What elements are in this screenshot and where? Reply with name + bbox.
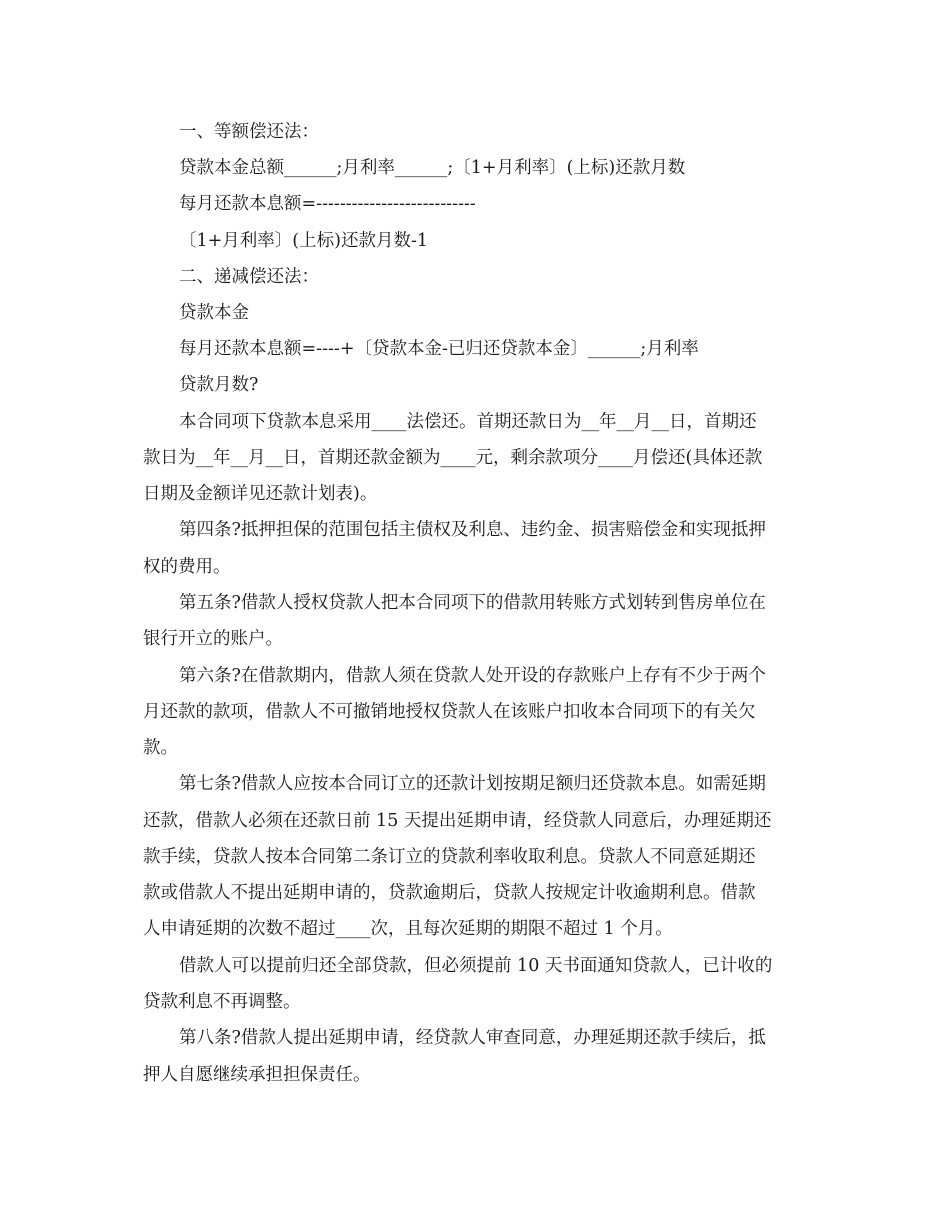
article-7-line: 还款，借款人必须在还款日前 15 天提出延期申请，经贷款人同意后，办理延期还	[143, 811, 772, 831]
paragraph-line: 日期及金额详见还款计划表)。	[143, 484, 378, 504]
formula-line: 贷款本金	[179, 303, 249, 323]
article-6-line: 月还款的款项，借款人不可撤销地授权贷款人在该账户扣收本合同项下的有关欠	[143, 702, 756, 722]
article-7-line: 款手续，贷款人按本合同第二条订立的贷款利率收取利息。贷款人不同意延期还	[143, 847, 756, 867]
article-6-line: 款。	[143, 738, 178, 758]
prepayment-line: 贷款利息不再调整。	[143, 992, 301, 1012]
article-8-line: 押人自愿继续承担担保责任。	[143, 1065, 371, 1085]
article-4-line: 权的费用。	[143, 557, 231, 577]
article-8-line: 第八条?借款人提出延期申请，经贷款人审查同意，办理延期还款手续后，抵	[179, 1028, 766, 1048]
article-5-line: 银行开立的账户。	[143, 629, 283, 649]
article-4-line: 第四条?抵押担保的范围包括主债权及利息、违约金、损害赔偿金和实现抵押	[179, 520, 766, 540]
article-6-line: 第六条?在借款期内，借款人须在贷款人处开设的存款账户上存有不少于两个	[179, 666, 766, 686]
article-7-line: 人申请延期的次数不超过____次，且每次延期的期限不超过 1 个月。	[143, 919, 673, 939]
formula-line: 每月还款本息额=----+〔贷款本金-已归还贷款本金〕______;月利率	[179, 339, 699, 359]
formula-line: 贷款月数?	[179, 375, 259, 395]
heading-equal-repayment: 一、等额偿还法：	[179, 122, 319, 142]
paragraph-line: 款日为__年__月__日，首期还款金额为____元，剩余款项分____月偿还(具体还款	[143, 448, 763, 468]
formula-line: 每月还款本息额=---------------------------	[179, 194, 476, 214]
heading-decreasing-repayment: 二、递减偿还法：	[179, 267, 319, 287]
article-5-line: 第五条?借款人授权贷款人把本合同项下的借款用转账方式划转到售房单位在	[179, 593, 766, 613]
article-7-line: 第七条?借款人应按本合同订立的还款计划按期足额归还贷款本息。如需延期	[179, 774, 766, 794]
formula-line: 〔1+月利率〕(上标)还款月数-1	[179, 231, 428, 251]
prepayment-line: 借款人可以提前归还全部贷款，但必须提前 10 天书面通知贷款人，已计收的	[179, 956, 773, 976]
formula-line: 贷款本金总额______;月利率______;〔1+月利率〕(上标)还款月数	[179, 158, 686, 178]
article-7-line: 款或借款人不提出延期申请的，贷款逾期后，贷款人按规定计收逾期利息。借款	[143, 883, 756, 903]
paragraph-line: 本合同项下贷款本息采用____法偿还。首期还款日为__年__月__日，首期还	[179, 412, 757, 432]
